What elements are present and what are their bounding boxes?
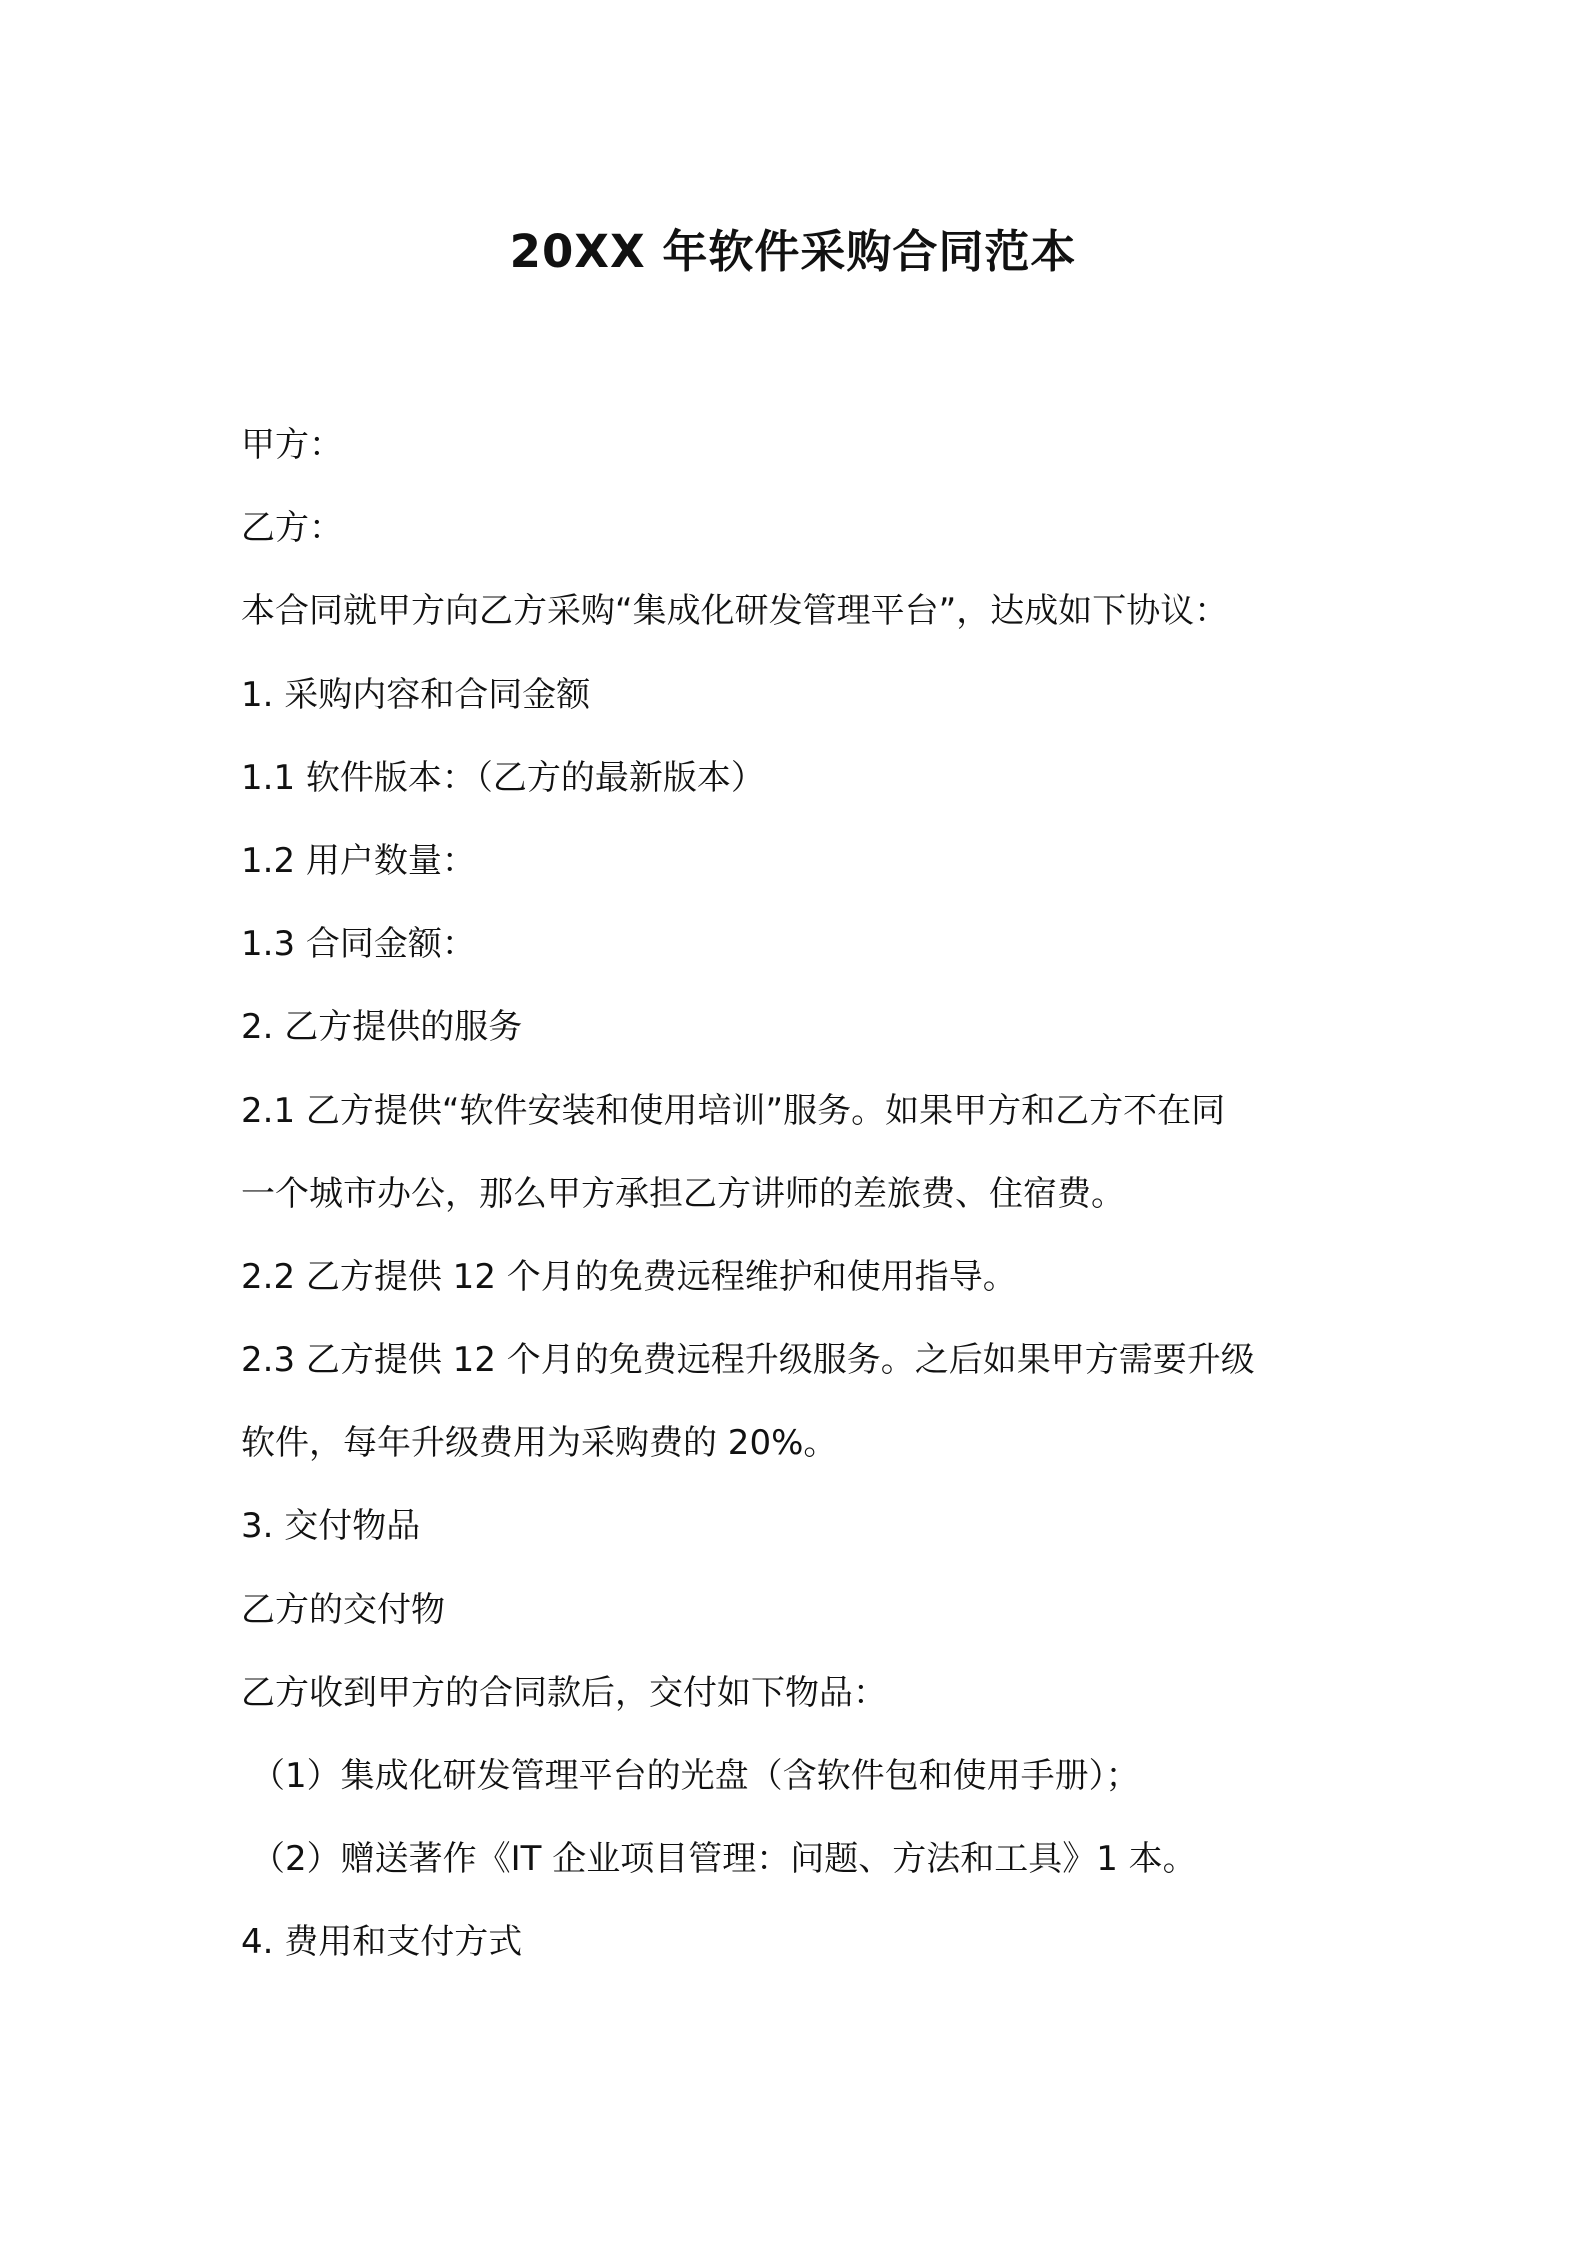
deliverables-intro: 乙方收到甲方的合同款后，交付如下物品： — [241, 1672, 887, 1713]
deliverable-item-1: （1）集成化研发管理平台的光盘（含软件包和使用手册）； — [251, 1756, 1140, 1796]
clause-2-1: 2.1 乙方提供“软件安装和使用培训”服务。如果甲方和乙方不在同 — [241, 1090, 1226, 1131]
party-b-line: 乙方： — [241, 508, 343, 549]
section-heading-4: 4. 费用和支付方式 — [241, 1922, 523, 1963]
clause-2-2: 2.2 乙方提供 12 个月的免费远程维护和使用指导。 — [241, 1256, 1017, 1297]
document-title: 20XX 年软件采购合同范本 — [509, 225, 1077, 278]
section-heading-1: 1. 采购内容和合同金额 — [241, 674, 591, 715]
section-heading-2: 2. 乙方提供的服务 — [241, 1007, 523, 1048]
clause-2-3: 2.3 乙方提供 12 个月的免费远程升级服务。之后如果甲方需要升级 — [241, 1340, 1255, 1381]
section-heading-3: 3. 交付物品 — [241, 1506, 421, 1547]
clause-1-3: 1.3 合同金额： — [241, 924, 476, 965]
deliverables-subheading: 乙方的交付物 — [241, 1589, 445, 1630]
document-body — [241, 404, 1371, 1985]
clause-1-1: 1.1 软件版本：（乙方的最新版本） — [241, 757, 765, 798]
clause-2-1-continued: 一个城市办公，那么甲方承担乙方讲师的差旅费、住宿费。 — [241, 1173, 1125, 1214]
party-a-line: 甲方： — [241, 425, 343, 465]
agreement-intro: 本合同就甲方向乙方采购“集成化研发管理平台”，达成如下协议： — [241, 591, 1229, 632]
deliverable-item-2: （2）赠送著作《IT 企业项目管理：问题、方法和工具》1 本。 — [251, 1839, 1197, 1880]
clause-1-2: 1.2 用户数量： — [241, 840, 476, 881]
clause-2-3-continued: 软件，每年升级费用为采购费的 20%。 — [241, 1423, 838, 1464]
